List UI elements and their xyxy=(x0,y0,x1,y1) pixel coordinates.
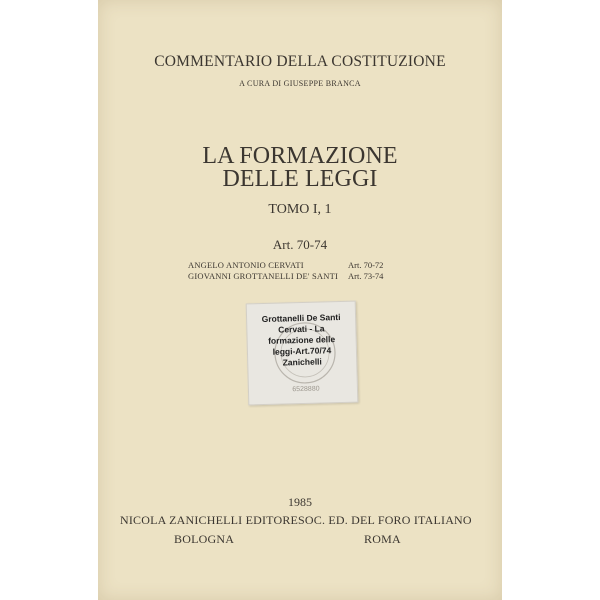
sticker-line: leggi-Art.70/74 xyxy=(272,345,332,357)
sticker-line: formazione delle xyxy=(267,334,336,346)
author-name: GIOVANNI GROTTANELLI DE' SANTI xyxy=(188,271,338,281)
sticker-line: Grottanelli De Santi xyxy=(261,311,341,325)
series-title: COMMENTARIO DELLA COSTITUZIONE xyxy=(154,53,446,70)
book-title-line-2: DELLE LEGGI xyxy=(222,166,378,192)
publisher-name: SOC. ED. DEL FORO ITALIANO xyxy=(298,513,472,527)
bookseller-sticker xyxy=(246,301,359,406)
publisher-name: NICOLA ZANICHELLI EDITORE xyxy=(120,513,299,527)
author-name: ANGELO ANTONIO CERVATI xyxy=(188,260,304,270)
editor-credit: A CURA DI GIUSEPPE BRANCA xyxy=(239,79,361,88)
title-page xyxy=(98,0,502,600)
sticker-code: 6528880 xyxy=(292,385,320,394)
publication-year: 1985 xyxy=(288,495,312,509)
author-articles: Art. 73-74 xyxy=(348,271,384,281)
sticker-line: Cervati - La xyxy=(278,323,325,335)
sticker-line: Zanichelli xyxy=(282,356,322,368)
article-range: Art. 70-74 xyxy=(272,237,328,252)
author-articles: Art. 70-72 xyxy=(348,260,384,270)
volume-number: TOMO I, 1 xyxy=(268,202,332,217)
publisher-city: BOLOGNA xyxy=(174,532,235,546)
book-title-line-1: LA FORMAZIONE xyxy=(202,143,398,169)
publisher-city: ROMA xyxy=(364,532,401,546)
